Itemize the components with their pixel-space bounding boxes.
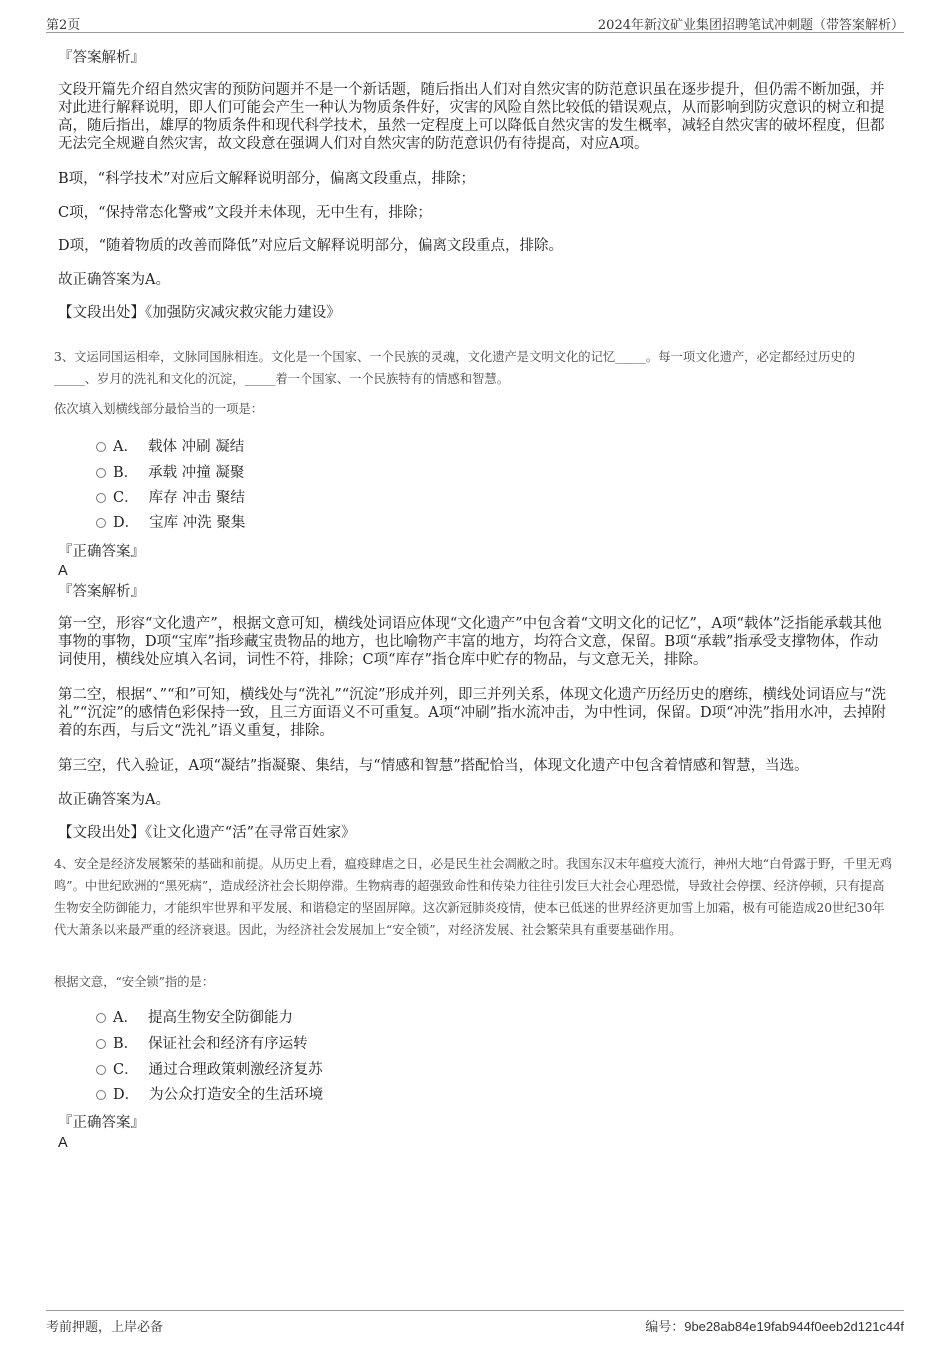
q4-option-label: C．	[113, 1062, 139, 1078]
q2-option-c-note: C项，“保持常态化警戒”文段并未体现，无中生有，排除；	[58, 205, 432, 221]
q4-option-text: 提高生物安全防御能力	[147, 1010, 293, 1026]
q4-option-a[interactable]	[96, 1008, 293, 1028]
radio-icon[interactable]	[96, 468, 106, 478]
q2-analysis-text: 文段开篇先介绍自然灾害的预防问题并不是一个新话题，随后指出人们对自然灾害的防范意识虽在逐步提升，但仍需不断加强，并对此进行解释说明，即人们可能会产生一种认为物质条件好，灾害的风险自然比较低的错误观点，从而影响到防灾意识的树立和提高，随后指出，雄厚的物质条件和现代科学技术，虽然一定程度上可以降低自然灾害的发生概率，减轻自然灾害的破坏程度，但都无法完全规避自然灾害，故文段意在强调人们对自然灾害的防范意识仍有待提高，对应A项。	[58, 82, 885, 152]
radio-icon[interactable]	[96, 1039, 106, 1049]
q3-option-label: B．	[113, 465, 139, 481]
page-footer	[46, 1310, 904, 1335]
q3-analysis-para1: 第一空，形容“文化遗产”，根据文意可知，横线处词语应体现“文化遗产”中包含着“文明文化的记忆”，A项“载体”泛指能承载其他事物的事物，D项“宝库”指珍藏宝贵物品的地方，也比喻物产丰富的地方，均符合文意，保留。B项“承载”指承受支撑物体，作动词使用，横线处应填入名词，词性不符，排除；C项“库存”指仓库中贮存的物品，与文意无关，排除。	[58, 616, 882, 668]
q4-option-label: D．	[113, 1087, 140, 1103]
q3-analysis-para2: 第二空，根据“、”“和”可知，横线处与“洗礼”“沉淀”形成并列，即三并列关系，体现文化遗产历经历史的磨练，横线处词语应与“洗礼”“沉淀”的感情色彩保持一致，且三方面语义不可重复。A项“冲刷”指水流冲击，为中性词，保留。D项“冲洗”指用水冲，去掉附着的东西，与后文“洗礼”语义重复，排除。	[58, 687, 886, 739]
q3-source: 【文段出处】《让文化遗产“活”在寻常百姓家》	[58, 825, 356, 841]
code-label: 编号：	[645, 1320, 685, 1335]
page-number: 第2页	[46, 18, 81, 33]
q4-option-text: 为公众打造安全的生活环境	[149, 1087, 324, 1103]
q3-answer-label: 『正确答案』	[58, 544, 145, 560]
q2-option-d-note: D项，“随着物质的改善而降低”对应后文解释说明部分，偏离文段重点，排除。	[58, 238, 563, 254]
q3-option-text: 宝库 冲洗 聚集	[149, 515, 246, 531]
q4-option-text: 保证社会和经济有序运转	[148, 1036, 308, 1052]
q3-conclusion: 故正确答案为A。	[58, 792, 170, 808]
q3-option-d[interactable]	[96, 513, 245, 533]
q3-analysis-label: 『答案解析』	[58, 584, 145, 600]
radio-icon[interactable]	[96, 1013, 106, 1023]
footer-slogan: 考前押题，上岸必备	[46, 1320, 164, 1335]
q4-answer: A	[58, 1135, 68, 1151]
q2-option-b-note: B项，“科学技术”对应后文解释说明部分，偏离文段重点，排除；	[58, 171, 475, 187]
q3-option-label: D．	[113, 515, 140, 531]
q3-prompt: 依次填入划横线部分最恰当的一项是：	[54, 402, 264, 416]
q3-option-label: C．	[113, 490, 139, 506]
q4-option-text: 通过合理政策刺激经济复苏	[148, 1062, 323, 1078]
q3-stem: 3、文运同国运相牵，文脉同国脉相连。文化是一个国家、一个民族的灵魂，文化遗产是文明文化的记忆_____。每一项文化遗产，必定都经过历史的_____、岁月的洗礼和文化的沉淀，_____着一个国家、一个民族特有的情感和智慧。	[54, 350, 855, 386]
code-value: 9be28ab84e19fab944f0eeb2d121c44f	[684, 1319, 904, 1334]
q3-option-c[interactable]	[96, 488, 245, 508]
q3-option-text: 库存 冲击 聚结	[148, 490, 245, 506]
q2-analysis-label: 『答案解析』	[58, 50, 145, 66]
document-title: 2024年新汶矿业集团招聘笔试冲刺题（带答案解析）	[597, 18, 904, 33]
document-code	[645, 1316, 904, 1335]
radio-icon[interactable]	[96, 518, 106, 528]
q2-conclusion: 故正确答案为A。	[58, 272, 170, 288]
q4-option-label: A．	[113, 1010, 138, 1026]
q3-option-text: 承载 冲撞 凝聚	[148, 465, 245, 481]
q4-option-c[interactable]	[96, 1060, 323, 1080]
q3-option-label: A．	[113, 439, 138, 455]
q3-option-text: 载体 冲刷 凝结	[147, 439, 245, 455]
q4-option-label: B．	[113, 1036, 139, 1052]
q3-analysis-para3: 第三空，代入验证，A项“凝结”指凝聚、集结，与“情感和智慧”搭配恰当，体现文化遗产中包含着情感和智慧，当选。	[58, 758, 809, 774]
page-header	[46, 12, 904, 33]
q4-answer-label: 『正确答案』	[58, 1115, 145, 1131]
q4-stem: 4、安全是经济发展繁荣的基础和前提。从历史上看，瘟疫肆虐之日，必是民生社会凋敝之时。我国东汉末年瘟疫大流行，神州大地“白骨露于野，千里无鸡鸣”。中世纪欧洲的“黑死病”，造成经济社会长期停滞。生物病毒的超强致命性和传染力往往引发巨大社会心理恐慌，导致社会停摆、经济停顿，只有提高生物安全防御能力，才能织牢世界和平发展、和谐稳定的坚固屏障。这次新冠肺炎疫情，使本已低迷的世界经济更加雪上加霜，极有可能造成20世纪30年代大萧条以来最严重的经济衰退。因此，为经济社会发展加上“安全锁”，对经济发展、社会繁荣具有重要基础作用。	[54, 857, 893, 937]
q4-option-d[interactable]	[96, 1085, 323, 1105]
radio-icon[interactable]	[96, 1065, 106, 1075]
radio-icon[interactable]	[96, 1090, 106, 1100]
q2-source: 【文段出处】《加强防灾减灾救灾能力建设》	[58, 305, 341, 321]
q3-option-b[interactable]	[96, 463, 244, 483]
q4-prompt: 根据文意，“安全锁”指的是：	[54, 975, 215, 989]
q4-option-b[interactable]	[96, 1034, 308, 1054]
radio-icon[interactable]	[96, 493, 106, 503]
q3-answer: A	[58, 563, 68, 579]
radio-icon[interactable]	[96, 442, 106, 452]
q3-option-a[interactable]	[96, 437, 244, 457]
